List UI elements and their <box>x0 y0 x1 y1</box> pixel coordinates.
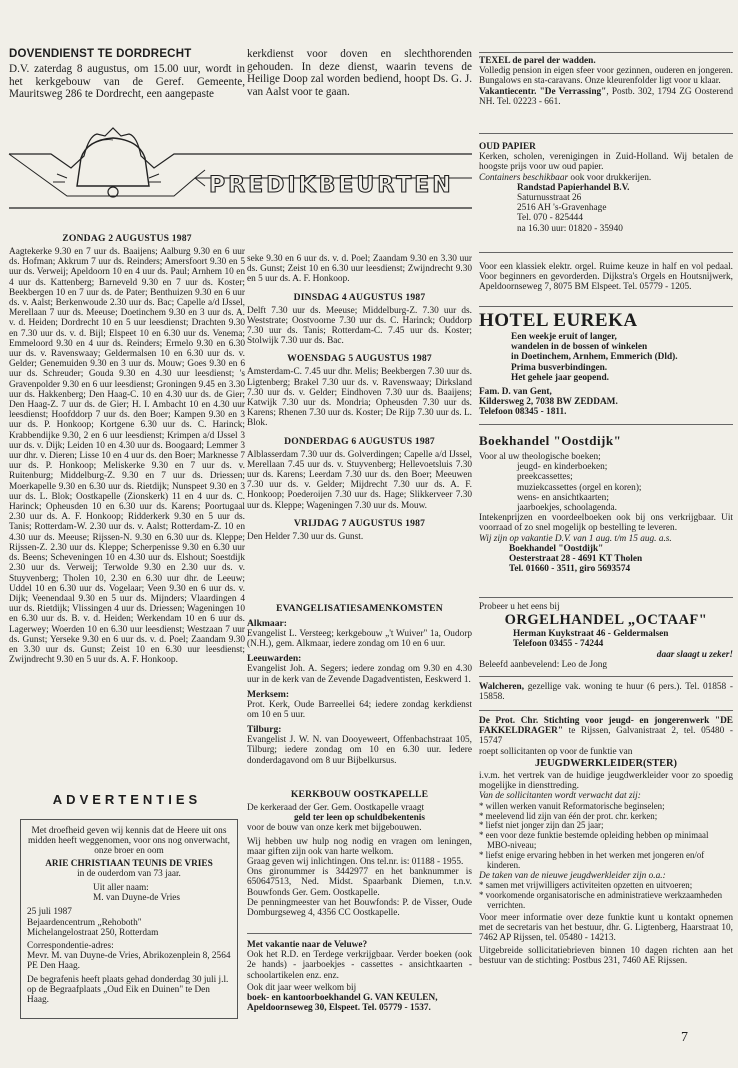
eureka-l4: Prima busverbindingen. <box>511 362 608 373</box>
oostdijk-item: preekcassettes; <box>517 472 573 483</box>
woensdag-text: Amsterdam-C. 7.45 uur dhr. Melis; Beekbergen 7.30 uur ds. Ligtenberg; Brakel 7.30 uur ds. v. Ravenswaay; Dirksland 7.30 uur ds. v. Gelder; Eindhoven 7.30 uur ds. Baaijens; Katwijk 7.30 uur ds. Mondria; Opheusden 7.30 uur ds. Karens; Rhenen 7.30 uur ds. Koster; De Rijp 7.30 uur ds. L. Blok. <box>247 367 472 429</box>
eureka-ad <box>479 310 733 425</box>
death-date: 25 juli 1987 <box>27 907 72 918</box>
oostkapelle-line2: geld ter leen op schuldbekentenis <box>293 813 426 824</box>
zondag-continued: seke 9.30 en 6 uur ds. v. d. Poel; Zaandam 9.30 en 3.30 uur ds. Gunst; Zeist 10 en 6.30 uur leesdienst; Zwijndrecht 9.30 en 5 uur ds. A. F. Honkoop. <box>247 254 472 285</box>
orgel-text: Voor een klassiek elektr. orgel. Ruime keuze in half en vol pedaal. Voor beginners en gevorderden. Dijkstra's Orgels en Houtsnijwerk, Apeldoornseweg 7, 8075 BM Elspeet. Tel. 05779 - 1205. <box>479 262 733 293</box>
advertenties-title: ADVERTENTIES <box>52 792 202 807</box>
veluwe-p2: Ook dit jaar weer welkom bij <box>247 982 357 993</box>
fakkel-req: * willen werken vanuit Reformatorische beginselen; <box>479 800 665 811</box>
oudpapier-heading: OUD PAPIER <box>479 142 536 152</box>
fakkel-org: De Prot. Chr. Stichting voor jeugd- en jongerenwerk "DE FAKKELDRAGER" <box>479 716 733 737</box>
fakkel-task: * samen met vrijwilligers activiteiten opzetten en uitvoeren; <box>479 880 693 891</box>
oostdijk-intro: Voor al uw theologische boeken; <box>479 452 601 462</box>
evang-text: Evangelist Joh. A. Segers; iedere zondag om 9.30 en 4.30 uur in de kerk van de Zevende Dagadventisten, Eeskwerd 1. <box>247 664 472 685</box>
evang-place: Tilburg: <box>247 724 282 736</box>
octaaf-l2: Telefoon 03455 - 74244 <box>513 639 604 650</box>
fakkel-t5: Uitgebreide sollicitatiebrieven binnen 10 dagen richten aan het bestuur van de stichting: Postbus 231, 7460 AE Rijssen. <box>479 945 733 966</box>
walcheren-ad <box>479 682 733 711</box>
vrijdag-text: Den Helder 7.30 uur ds. Gunst. <box>247 531 364 542</box>
dinsdag-heading: DINSDAG 4 AUGUSTUS 1987 <box>293 291 426 303</box>
texel-centre-name: Vakantiecentr. "De Verrassing" <box>479 86 607 97</box>
dovendienst-text-1: D.V. zaterdag 8 augustus, om 15.00 uur, wordt in het kerkgebouw van de Geref. Gemeente, Mauritsweg 286 te Dordrecht, een aangepaste <box>9 63 245 101</box>
oudpapier-phone: Tel. 070 - 825444 <box>517 213 583 224</box>
oostdijk-item: jeugd- en kinderboeken; <box>517 462 608 473</box>
oudpapier-city: 2516 AH 's-Gravenhage <box>517 203 607 214</box>
oostkapelle-p3: Graag geven wij inlichtingen. Ons tel.nr. is: 01188 - 1955. <box>247 857 464 868</box>
woensdag-heading: WOENSDAG 5 AUGUSTUS 1987 <box>287 353 432 365</box>
eureka-c1: Fam. D. van Gent, <box>479 387 552 398</box>
evang-place: Leeuwarden: <box>247 653 302 665</box>
octaaf-title: ORGELHANDEL „OCTAAF" <box>504 612 708 629</box>
oostdijk-ad <box>479 433 733 598</box>
fakkel-req: * een voor deze funktie bestemde opleiding hebben op minimaal MBO-niveau; <box>479 830 709 851</box>
zondag-heading: ZONDAG 2 AUGUSTUS 1987 <box>62 233 192 244</box>
oostdijk-n3: Tel. 01660 - 3511, giro 5693574 <box>509 564 631 575</box>
texel-p1: Volledig pension in eigen sfeer voor gezinnen, ouderen en jongeren. Bungalows en sta-caravans. Onze kleurenfolder ligt voor u klaar. <box>479 66 733 87</box>
veluwe-heading: Met vakantie naar de Veluwe? <box>247 940 368 950</box>
evang-place: Alkmaar: <box>247 618 287 629</box>
zondag-section <box>9 233 245 763</box>
oudpapier-containers: Containers beschikbaar <box>479 172 569 183</box>
fakkel-t2: roept sollicitanten op voor de funktie van <box>479 746 633 757</box>
texel-ad <box>479 52 733 134</box>
eureka-l3: in Doetinchem, Arnhem, Emmerich (Dld). <box>511 352 678 363</box>
predikbeurten-title: PREDIKBEURTEN <box>209 173 454 198</box>
weekday-services <box>247 254 472 542</box>
oudpapier-phone-evening: na 16.30 uur: 01820 - 35940 <box>517 223 623 234</box>
octaaf-l1: Herman Kuykstraat 46 - Geldermalsen <box>513 629 669 640</box>
oostdijk-n2: Oesterstraat 28 - 4691 KT Tholen <box>509 554 643 565</box>
fakkel-i2: De taken van de nieuwe jeugdwerkleider zijn o.a.: <box>479 870 666 881</box>
orgel-ad <box>479 262 733 307</box>
oud-papier-ad <box>479 142 733 253</box>
oostdijk-vacation: Wij zijn op vakantie D.V. van 1 aug. t/m 15 aug. a.s. <box>479 533 672 544</box>
eureka-title: HOTEL EUREKA <box>479 310 638 331</box>
fakkel-t4: Voor meer informatie over deze funktie kunt u kontakt opnemen met de secretaris van het bestuur, dhr. G. Ligtenberg, Haarstraat 10, 7462 AP Rijssen, tel. 05480 - 14213. <box>479 912 733 944</box>
veluwe-ad <box>247 940 472 1014</box>
evang-text: Evangelist J. W. N. van Dooyeweert, Offenbachstraat 105, Tilburg; iedere zondag om 10 en 6.30 uur. Iedere donderdagavond om 8 uur Bijbelkursus. <box>247 735 472 766</box>
death-corr-address: Mevr. M. van Duyne-de Vries, Abrikozenplein 8, 2564 PE Den Haag. <box>27 951 231 972</box>
veluwe-p3: boek- en kantoorboekhandel G. VAN KEULEN, Apeldoornseweg 30, Elspeet. Tel. 05779 - 1537. <box>247 993 438 1014</box>
walcheren-text: gezellige vak. woning te huur (6 pers.). Tel. 01858 - 15858. <box>479 682 733 703</box>
death-funeral: De begrafenis heeft plaats gehad donderdag 30 juli j.l. op de Begraafplaats „Oud Eik en Duinen" te Den Haag. <box>27 974 229 1006</box>
fakkel-task: * voorkomende organisatorische en administratieve werkzaamheden verrichten. <box>479 890 723 910</box>
death-onbehalf: Uit aller naam: <box>93 883 149 894</box>
death-addr2: Michelangelostraat 250, Rotterdam <box>27 927 159 938</box>
dovendienst-section <box>9 48 245 118</box>
evang-place: Merksem: <box>247 688 290 700</box>
oostdijk-item: wens- en ansichtkaarten; <box>517 492 609 503</box>
oostkapelle-p5: De penningmeester van het Bouwfonds: P. de Visser, Oude Domburgseweg 4, 4356 CC Oostkapelle. <box>247 897 472 919</box>
fakkel-role: JEUGDWERKLEIDER(STER) <box>534 757 678 769</box>
texel-address: , Postb. 302, 1794 ZG Oosterend NH. Tel. 02223 - 661. <box>479 86 734 107</box>
oostkapelle-line1: De kerkeraad der Ger. Gem. Oostkapelle vraagt <box>247 803 425 813</box>
predikbeurten-banner <box>9 116 472 210</box>
octaaf-l4: Beleefd aanbevelend: Leo de Jong <box>479 659 608 670</box>
oostdijk-p2: Intekenprijzen en voordeelboeken ook bij ons verkrijgbaar. Uit voorraad of zo snel mogelijk op bestelling te leveren. <box>479 513 733 534</box>
texel-heading: TEXEL de parel der wadden. <box>479 56 596 66</box>
octaaf-ad <box>479 602 733 677</box>
oostdijk-title: Boekhandel "Oostdijk" <box>479 433 622 448</box>
dovendienst-continued <box>247 48 472 118</box>
evang-text: Prot. Kerk, Oude Barreellei 64; iedere zondag kerkdienst om 10 en 5 uur. <box>247 699 472 721</box>
death-addr1: Bejaardencentrum „Rehoboth" <box>27 917 142 928</box>
octaaf-l3: daar slaagt u zeker! <box>656 649 733 660</box>
death-name: ARIE CHRISTIAAN TEUNIS DE VRIES <box>45 858 213 869</box>
fakkel-i1: Van de sollicitanten wordt verwacht dat zij: <box>479 791 641 802</box>
walcheren-bold: Walcheren, <box>479 682 525 692</box>
evangelisatie-heading: EVANGELISATIESAMENKOMSTEN <box>276 603 443 614</box>
oostdijk-item: jaarboekjes, schoolagenda. <box>517 503 617 514</box>
death-corr: Correspondentie-adres: <box>27 941 114 952</box>
vrijdag-heading: VRIJDAG 7 AUGUSTUS 1987 <box>293 517 426 529</box>
evang-text: Evangelist L. Versteeg; kerkgebouw „'t Wuiver" 1a, Oudorp (N.H.), gem. Alkmaar, iedere zondag om 10 en 6 uur. <box>247 629 472 650</box>
death-notice <box>20 819 238 1019</box>
oostdijk-item: muziekcassettes (orgel en koren); <box>517 482 642 493</box>
dinsdag-text: Delft 7.30 uur ds. Meeuse; Middelburg-Z. 7.30 uur ds. Weststrate; Oostvoorne 7.30 uur ds. C. Harinck; Ouddorp 7.30 uur ds. Tanis; Rotterdam-C. 7.45 uur ds. Koster; Stolwijk 7.30 uur ds. Bac. <box>247 305 472 347</box>
death-signer: M. van Duyne-de Vries <box>93 893 181 904</box>
donderdag-text: Alblasserdam 7.30 uur ds. Golverdingen; Capelle a/d IJssel, Merellaan 7.45 uur ds. v. Stuyvenberg; Hellevoetsluis 7.30 uur ds. Karens; Leerdam 7.30 uur ds. den Boer; Meeuwen 7.30 uur ds. v. Gelder; Mijdrecht 7.30 uur ds. A. F. Honkoop; Poederoijen 7.30 uur ds. Hage; Slikkerveer 7.30 uur ds. Kleppe; Wageningen 7.30 uur ds. Mouw. <box>247 449 472 511</box>
dovendienst-title: DOVENDIENST TE DORDRECHT <box>9 48 192 60</box>
page-number: 7 <box>681 1030 688 1045</box>
octaaf-pre: Probeer u het eens bij <box>479 602 560 612</box>
fakkel-req: * meelevend lid zijn van één der prot. chr. kerken; <box>479 810 658 821</box>
eureka-l5: Het gehele jaar geopend. <box>511 372 609 383</box>
eureka-l2: wandelen in de bossen of winkelen <box>511 342 648 353</box>
divider <box>247 933 472 936</box>
fakkeldrager-ad <box>479 716 733 1021</box>
advertenties-header <box>9 792 245 812</box>
oudpapier-p2: ook voor drukkerijen. <box>568 172 652 183</box>
oostkapelle-line3: voor de bouw van onze kerk met bijgebouwen. <box>247 823 422 834</box>
oudpapier-company: Randstad Papierhandel B.V. <box>517 182 630 193</box>
death-intro: Met droefheid geven wij kennis dat de Heere uit ons midden heeft weggenomen, voor ons nog onverwacht, onze broer en oom <box>28 826 230 857</box>
oostdijk-n1: Boekhandel "Oostdijk" <box>509 543 604 554</box>
veluwe-p1: Ook het R.D. en Terdege verkrijgbaar. Verder boeken (ook 2e hands) - jaarboekjes - cassettes - ansichtkaarten - schoolartikelen enz. enz. <box>247 950 472 981</box>
eureka-l1: Een weekje eruit of langer, <box>511 332 617 342</box>
fakkel-t3: i.v.m. het vertrek van de huidige jeugdwerkleider voor zo spoedig mogelijke in diensttreding. <box>479 771 733 792</box>
oostkapelle-heading: KERKBOUW OOSTKAPELLE <box>290 789 429 800</box>
death-age: in de ouderdom van 73 jaar. <box>77 868 181 879</box>
zondag-text: Aagtekerke 9.30 en 7 uur ds. Baaijens; Aalburg 9.30 en 6 uur ds. Hofman; Akkrum 7 uur ds. Reinders; Amersfoort 9.30 en 5 uur ds. Verweij; Apeldoorn 10 en 4 uur ds. Paul; Arnhem 10 en 4 uur ds. Kattenberg; Barneveld 9.30 en 7 uur ds. Koster; Beekbergen 10 en 7 uur ds. de Pater; Benthuizen 9.30 en 6 uur ds. v. Aalst; Berkenwoude 2.30 uur ds. Bac; Capelle a/d IJssel, Merellaan 7 uur ds. Meeuse; Doetinchem 9.30 en 3 uur ds. A. v. d. Heiden; Dordrecht 10 en 5 uur leesdienst; Drachten 9.30 en 7.30 uur ds. v. d. Bijl; Elspeet 10 en 6.30 uur ds. Venema; Emmeloord 9.30 en 4 uur ds. Reinders; Ermelo 9.30 en 6.30 uur ds. v. Ravenswaay; Geldermalsen 10 en 6.30 uur ds. v. Gelder; Genemuiden 9.30 en 3 uur ds. Mouw; Goes 9.30 en 6 uur ds. Schreuder; Gouda 9.30 en 4.30 uur leesdienst; 's Gravenpolder 9.30 en 6 uur leesdienst; Groningen 9.45 en 3.30 uur ds. Hakkenberg; Den Haag-C. 10 en 4.30 uur ds. de Gier; Den Haag-Z. 7 uur ds. de Gier; H. I. Ambacht 10 en 4.30 uur leesdienst; Hoofddorp 7 uur ds. den Boer; Kampen 9.30 en 3 uur ds. P. Honkoop; Kortgene 6.30 uur ds. C. Harinck; Krabbendijke 9.30, 2 en 6 uur leesdienst; Krimpen a/d IJssel 3 uur ds. v. Dijk; Leiden 10 en 4.30 uur ds. Boogaard; Lemmer 3 uur dhr. v. Dieren; Lisse 10 en 4 uur ds. den Boer; Marknesse 7 uur ds. P. Honkoop; Meliskerke 9.30 en 7 uur ds. v. Ruitenburg; Middelburg-Z. 9.30 en 7 uur ds. Driessen; Moerkapelle 9.30 en 6.30 uur ds. Rietdijk; Nunspeet 9.30 en 3 uur ds. L. Blok; Oostkapelle (Zionskerk) 11 en 4 uur ds. C. Harinck; Opheusden 10 en 6.30 uur ds. Karens; Poortugaal 2.30 uur ds. A. F. Honkoop; Ridderkerk 9.30 en 5 uur ds. Tanis; Rotterdam-W. 2.30 uur ds. v. Aalst; Rotterdam-Z. 10 en 4.30 uur ds. Meeuse; Rijssen-N. 9.30 en 6.30 uur ds. Kleppe; Rijssen-Z. 2.30 uur ds. Kleppe; Scherpenisse 9.30 en 6.30 uur ds. Beens; Scheveningen 10 en 4.30 uur ds. Elshout; Soestdijk 2.30 uur ds. Verweij; Terwolde 9.30 en 2.30 uur ds. v. Stuyvenberg; Tholen 10, 2.30 en 6.30 uur dhr. de Leeuw; Uddel 10 en 6.30 uur ds. Vogelaar; Veen 9.30 en 6 uur ds. v. Dijk; Veenendaal 9.30 en 5 uur ds. Mijnders; Vlaardingen 4 uur ds. Rietdijk; Vlissingen 4 uur ds. Driessen; Wageningen 10 en 6.30 uur ds. B. v. d. Heiden; Werkendam 10 en 6 uur ds. Lagerwey; Woerden 10 en 6.30 uur leesdienst; Westzaan 7 uur ds. Gunst; Yerseke 9.30 en 6 uur ds. v. d. Poel; Zaandam 9.30 en 3.30 uur ds. Gunst; Zeist 10 en 6.30 uur leesdienst; Zwijndrecht 9.30 en 5 uur ds. A. F. Honkoop. <box>9 247 245 666</box>
oostkapelle-section <box>247 789 472 927</box>
oudpapier-p1: Kerken, scholen, verenigingen in Zuid-Holland. Wij betalen de hoogste prijs voor uw oud papier. <box>479 152 733 173</box>
fakkel-req: * liefst niet jonger zijn dan 25 jaar; <box>479 820 604 831</box>
fakkel-address: te Rijssen, Galvanistraat 2, tel. 05480 - 15747 <box>479 726 733 747</box>
eureka-c2: Kildersweg 2, 7038 BW ZEDDAM. <box>479 397 618 408</box>
evangelisatie-section <box>247 603 472 771</box>
eureka-c3: Telefoon 08345 - 1811. <box>479 407 567 418</box>
oostkapelle-p2: Wij hebben uw hulp nog nodig en vragen om leningen, maar giften zijn ook van harte welkom. <box>247 836 472 857</box>
dovendienst-text-2: kerkdienst voor doven en slechthorenden gehouden. In deze dienst, waarin tevens de Heilige Doop zal worden bediend, hoopt Ds. G. J. van Aalst voor te gaan. <box>247 48 472 98</box>
oostkapelle-p4: Ons gironummer is 3442977 en het banknummer is 650647513, Ned. Midst. Spaarbank Diemen, t.n.v. Bouwfonds Ger. Gem. Oostkapelle. <box>247 867 472 898</box>
donderdag-heading: DONDERDAG 6 AUGUSTUS 1987 <box>284 435 435 447</box>
fakkel-req: * liefst enige ervaring hebben in het werken met jongeren en/of kinderen. <box>479 850 705 871</box>
oudpapier-street: Saturnusstraat 26 <box>517 193 582 204</box>
